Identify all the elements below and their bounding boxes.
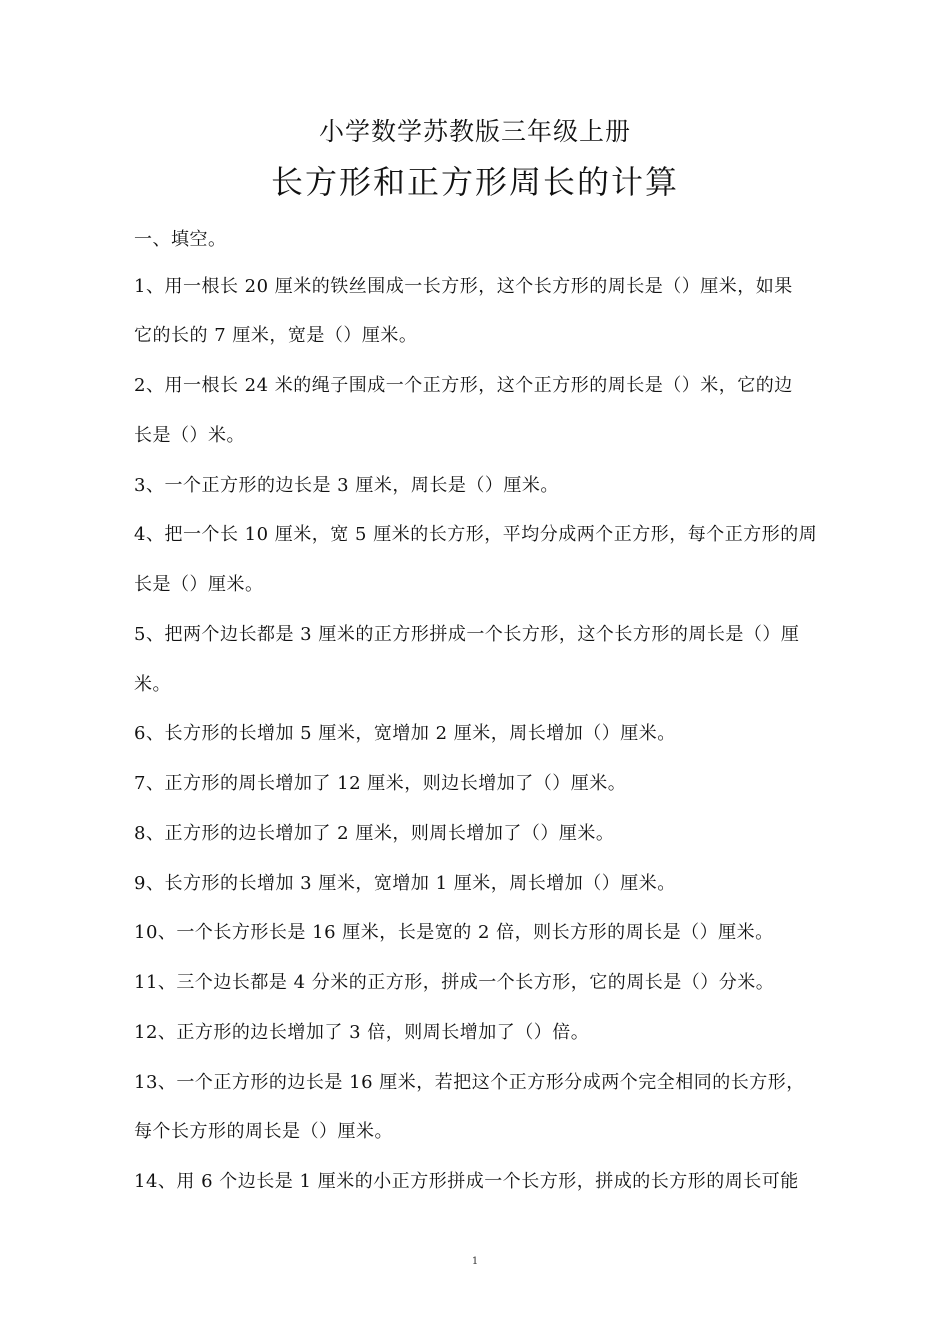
text-line: 7、正方形的周长增加了 12 厘米，则边长增加了（）厘米。 — [134, 773, 627, 794]
text-line: 每个长方形的周长是（）厘米。 — [134, 1121, 393, 1142]
text-line: 11、三个边长都是 4 分米的正方形，拼成一个长方形，它的周长是（）分米。 — [134, 972, 775, 993]
text-line: 米。 — [134, 674, 171, 695]
text-line: 6、长方形的长增加 5 厘米，宽增加 2 厘米，周长增加（）厘米。 — [134, 723, 676, 744]
text-line: 长是（）米。 — [134, 425, 245, 446]
document-subtitle: 小学数学苏教版三年级上册 — [318, 117, 631, 146]
text-line: 它的长的 7 厘米，宽是（）厘米。 — [134, 325, 418, 346]
text-line: 14、用 6 个边长是 1 厘米的小正方形拼成一个长方形，拼成的长方形的周长可能 — [134, 1171, 799, 1192]
text-line: 9、长方形的长增加 3 厘米，宽增加 1 厘米，周长增加（）厘米。 — [134, 873, 676, 894]
text-line: 长是（）厘米。 — [134, 574, 264, 595]
text-line: 4、把一个长 10 厘米，宽 5 厘米的长方形，平均分成两个正方形，每个正方形的周 — [134, 524, 818, 545]
section-heading: 一、填空。 — [134, 229, 227, 250]
text-line: 12、正方形的边长增加了 3 倍，则周长增加了（）倍。 — [134, 1022, 590, 1043]
text-line: 8、正方形的边长增加了 2 厘米，则周长增加了（）厘米。 — [134, 823, 615, 844]
page-number: 1 — [471, 1256, 479, 1267]
text-line: 10、一个长方形长是 16 厘米，长是宽的 2 倍，则长方形的周长是（）厘米。 — [134, 922, 774, 943]
text-line: 3、一个正方形的边长是 3 厘米，周长是（）厘米。 — [134, 475, 559, 496]
document-title: 长方形和正方形周长的计算 — [270, 163, 679, 201]
text-line: 5、把两个边长都是 3 厘米的正方形拼成一个长方形，这个长方形的周长是（）厘 — [134, 624, 800, 645]
text-line: 1、用一根长 20 厘米的铁丝围成一长方形，这个长方形的周长是（）厘米，如果 — [134, 276, 793, 297]
text-line: 2、用一根长 24 米的绳子围成一个正方形，这个正方形的周长是（）米，它的边 — [134, 375, 793, 396]
text-line: 13、一个正方形的边长是 16 厘米，若把这个正方形分成两个完全相同的长方形， — [134, 1072, 805, 1093]
